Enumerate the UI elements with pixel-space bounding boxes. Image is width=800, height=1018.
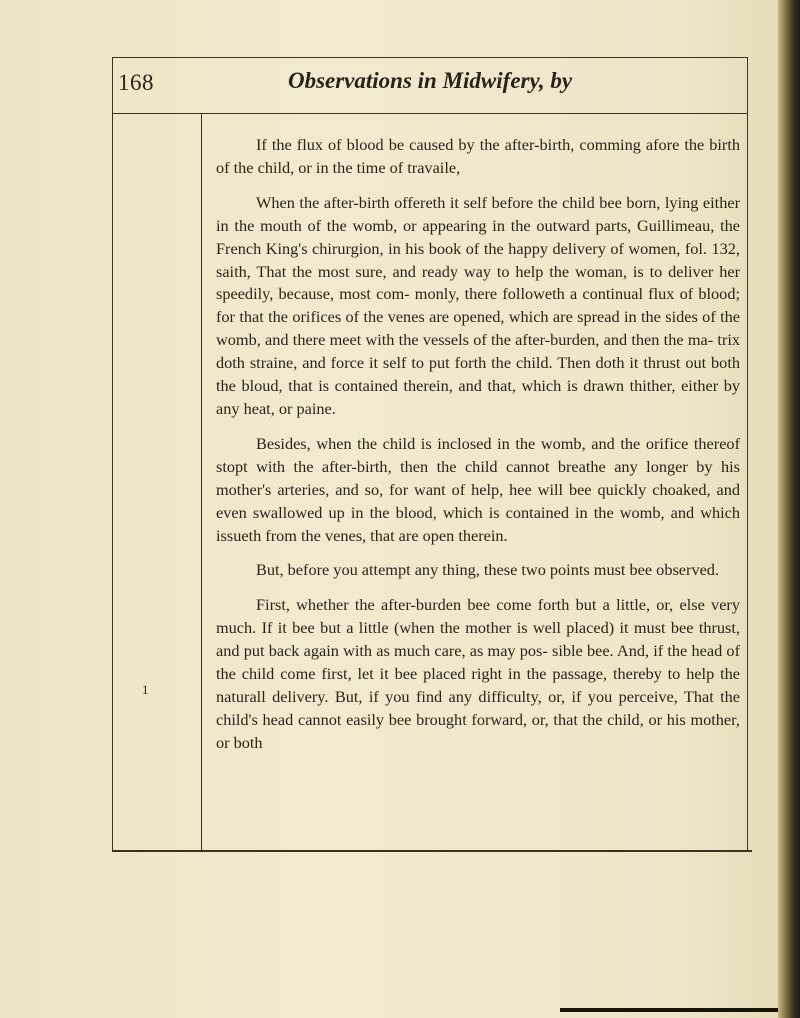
running-head: Observations in Midwifery, by — [287, 68, 573, 93]
paragraph: If the flux of blood be caused by the after-birth, comming afore the birth of the child, or in the time of travaile, — [216, 135, 740, 177]
right-border-rule — [747, 57, 748, 852]
paragraph: Besides, when the child is inclosed in the womb, and the orifice thereof stopt with the after-birth, then the child cannot breathe any longer by his mother's arteries, and so, for want of help, hee will bee quickly choaked, and even swallowed up in the blood, which is contained in the womb, and which issueth from the venes, that are open therein. — [216, 433, 740, 545]
bottom-rule — [112, 850, 752, 852]
margin-column-rule — [201, 113, 202, 852]
header-bottom-rule — [112, 113, 748, 114]
page-edge-shadow — [560, 1008, 778, 1012]
paragraph: First, whether the after-burden bee come forth but a little, or, else very much. If it bee but a little (when the mother is well placed) it must bee thrust, and put back again with as much care, as may pos- sible bee. And, if the head of the child come first, let it bee placed right in the passage, thereby to help the naturall delivery. But, if you find any difficulty, or, if you perceive, That the child's head cannot easily bee brought forward, or, that the child, or his mother, or both — [216, 595, 740, 752]
book-spine-edge — [778, 0, 800, 1018]
header-top-rule — [112, 57, 748, 58]
paragraph: When the after-birth offereth it self before the child bee born, lying either in the mouth of the womb, or appearing in the outward parts, Guillimeau, the French King's chirurgion, in his book of the happy delivery of women, fol. 132, saith, That the most sure, and ready way to help the woman, is to deliver her speedily, because, most com- monly, there followeth a continual flux of blood; for that the orifices of the venes are opened, which are spread in the sides of the womb, and there meet with the vessels of the after-burden, and then the ma- trix doth straine, and force it self to put forth the child. Then doth it thrust out both the bloud, that is contained therein, and that, which is drawn thither, either by any heat, or paine. — [216, 192, 740, 418]
left-border-rule — [112, 57, 113, 852]
paragraph: But, before you attempt any thing, these two points must bee observed. — [256, 560, 720, 580]
body-text — [216, 134, 740, 767]
page-number: 168 — [118, 70, 154, 95]
margin-mark: 1 — [142, 682, 149, 697]
